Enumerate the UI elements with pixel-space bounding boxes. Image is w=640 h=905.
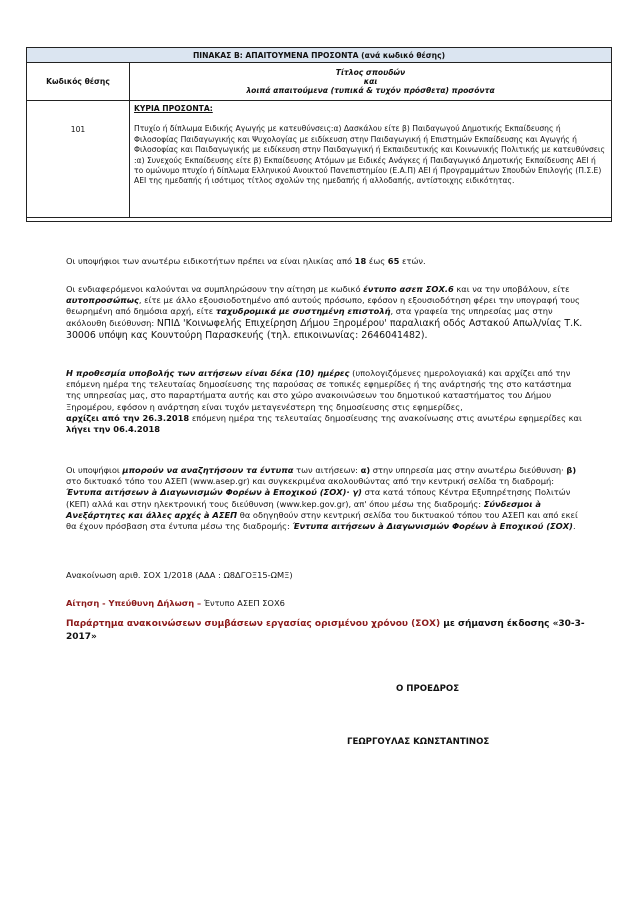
qualifications-table bbox=[26, 47, 612, 222]
signature-role: Ο ΠΡΟΕΔΡΟΣ bbox=[396, 684, 460, 694]
announcement-number: Ανακοίνωση αριθ. ΣΟΧ 1/2018 (ΑΔΑ : Ω8ΔΓΟΞ15-ΩΜΞ) bbox=[66, 570, 293, 580]
qualifications-text: Πτυχίο ή δίπλωμα Ειδικής Αγωγής με κατευθύνσεις:α) Δασκάλου είτε β) Παιδαγωγού Δημοτικής Εκπαίδευσης ή Φιλοσοφίας Παιδαγωγικής και Ψυχολογίας με ειδίκευση στην Παιδαγωγική ή Επιστημών Εκπαίδευσης και Αγωγής ή Φιλοσοφίας και Παιδαγωγικής με ειδίκευση στην Παιδαγωγική ή Εκπαιδευτικής και Κοινωνικής Πολιτικής με κατευθύνσεις :α) Συνεχούς Εκπαίδευσης είτε β) Εκπαίδευσης Ατόμων με Ειδικές Ανάγκες ή Παιδαγωγικό Δημοτικής Εκπαίδευσης ΑΕΙ ή το ομώνυμο πτυχίο ή δίπλωμα Ελληνικού Ανοικτού Πανεπιστημίου (Ε.Α.Π) ΑΕΙ ή Προγραμμάτων Σπουδών Επιλογής (Π.Σ.Ε) ΑΕΙ της ημεδαπής ή ισότιμος τίτλος σχολών της ημεδαπής ή αλλοδαπής, αντίστοιχης ειδικότητας. bbox=[134, 124, 605, 186]
form-reference: Αίτηση - Υπεύθυνη Δήλωση – Έντυπο ΑΣΕΠ ΣΟΧ6 bbox=[66, 598, 285, 608]
column-header-code: Κωδικός θέσης bbox=[27, 63, 130, 101]
appendix-reference: Παράρτημα ανακοινώσεων συμβάσεων εργασίας ορισμένου χρόνου (ΣΟΧ) με σήμανση έκδοσης «30-3-2017» bbox=[66, 619, 585, 642]
position-code: 101 bbox=[27, 101, 130, 218]
table-title: ΠΙΝΑΚΑΣ Β: ΑΠΑΙΤΟΥΜΕΝΑ ΠΡΟΣΟΝΤΑ (ανά κωδικό θέσης) bbox=[27, 48, 612, 63]
qualifications-cell bbox=[130, 101, 612, 218]
table-bottom-row bbox=[27, 218, 612, 222]
table-row bbox=[27, 101, 612, 218]
qualifications-heading: ΚΥΡΙΑ ΠΡΟΣΟΝΤΑ: bbox=[134, 104, 213, 113]
column-header-title bbox=[130, 63, 612, 101]
deadline-paragraph: Η προθεσμία υποβολής των αιτήσεων είναι δέκα (10) ημέρες (υπολογιζόμενες ημερολογιακά) και αρχίζει από την επόμενη ημέρα της τελευταίας δημοσίευσης της παρούσας σε τοπικές εφημερίδες ή της ανάρτησής της στο κατάστημα της υπηρεσίας μας, στο παραρτήματα αυτής και στο χώρο ανακοινώσεων του δημοτικού καταστήματος του Δήμου Ξηρομέρου, εφόσον η ανάρτηση είναι τυχόν μεταγενέστερη της δημοσίευσης στις εφημερίδες, αρχίζει από την 26.3.2018 επόμενη ημέρα της τελευταίας δημοσίευσης της ανακοίνωσης στις ανωτέρω εφημερίδες και λήγει την 06.4.2018 bbox=[66, 368, 582, 435]
signature-name: ΓΕΩΡΓΟΥΛΑΣ ΚΩΝΣΤΑΝΤΙΝΟΣ bbox=[347, 737, 490, 747]
submission-paragraph: Οι ενδιαφερόμενοι καλούνται να συμπληρώσουν την αίτηση με κωδικό έντυπο ασεπ ΣΟΧ.6 και να την υποβάλουν, είτε αυτοπροσώπως, είτε με άλλο εξουσιοδοτημένο από αυτούς πρόσωπο, εφόσον η εξουσιοδότηση φέρει την υπογραφή τους θεωρημένη από δημόσια αρχή, είτε ταχυδρομικά με συστημένη επιστολή, στα γραφεία της υπηρεσίας μας στην ακόλουθη διεύθυνση: ΝΠΙΔ 'Κοινωφελής Επιχείρηση Δήμου Ξηρομέρου' παραλιακή οδός Αστακού Απωλ/νίας Τ.Κ. 30006 υπόψη κας Κουντούρη Παρασκευής (τηλ. επικοινωνίας: 2646041482). bbox=[66, 284, 583, 341]
age-requirement: Οι υποψήφιοι των ανωτέρω ειδικοτήτων πρέπει να είναι ηλικίας από 18 έως 65 ετών. bbox=[66, 256, 426, 266]
column-header-title-line2: και bbox=[363, 77, 378, 86]
forms-paragraph: Οι υποψήφιοι μπορούν να αναζητήσουν τα έντυπα των αιτήσεων: α) στην υπηρεσία μας στην ανωτέρω διεύθυνση· β) στο δικτυακό τόπο του ΑΣΕΠ (www.asep.gr) και συγκεκριμένα ακολουθώντας από την κεντρική σελίδα τη διαδρομή: Έντυπα αιτήσεων à Διαγωνισμών Φορέων à Εποχικού (ΣΟΧ)· γ) στα κατά τόπους Κέντρα Εξυπηρέτησης Πολιτών (ΚΕΠ) αλλά και στην ηλεκτρονική τους διεύθυνση (www.kep.gov.gr), απ' όπου μέσω της διαδρομής: Σύνδεσμοι à Ανεξάρτητες και άλλες αρχές à ΑΣΕΠ θα οδηγηθούν στην κεντρική σελίδα του δικτυακού τόπου του ΑΣΕΠ και από εκεί θα έχουν πρόσβαση στα έντυπα μέσω της διαδρομής: Έντυπα αιτήσεων à Διαγωνισμών Φορέων à Εποχικού (ΣΟΧ). bbox=[66, 465, 578, 532]
column-header-title-line3: λοιπά απαιτούμενα (τυπικά & τυχόν πρόσθετα) προσόντα bbox=[246, 86, 495, 95]
column-header-title-line1: Τίτλος σπουδών bbox=[335, 68, 406, 77]
